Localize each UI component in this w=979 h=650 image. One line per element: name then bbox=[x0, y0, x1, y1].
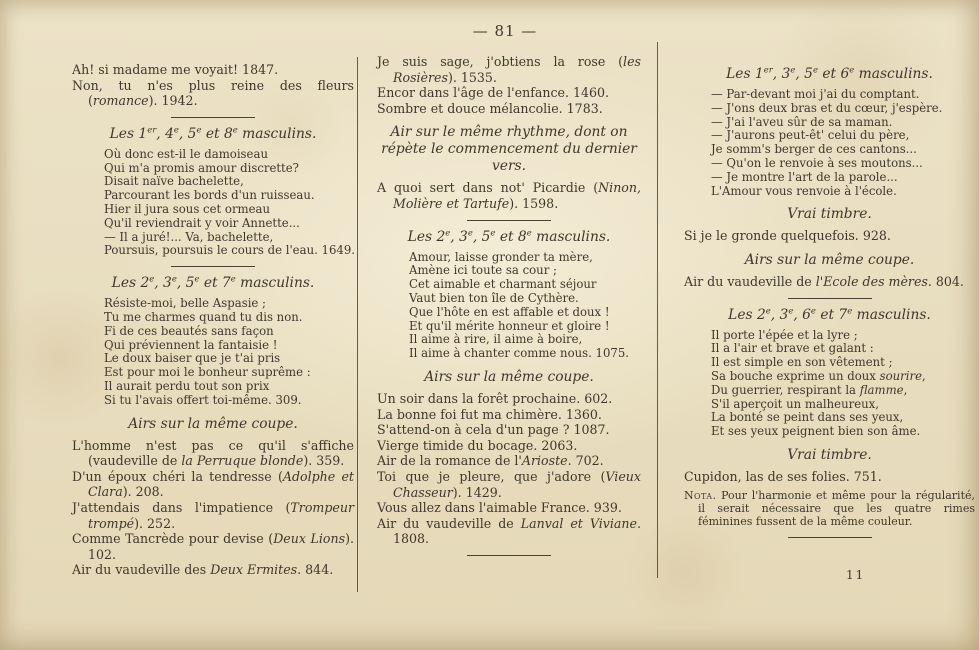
nota-note bbox=[684, 489, 975, 529]
catalog-entry bbox=[684, 274, 975, 290]
column-divider-left bbox=[357, 57, 358, 592]
verse-line bbox=[104, 217, 354, 231]
verse-block bbox=[684, 329, 975, 439]
text-segment: — J'ai l'aveu sûr de sa maman. bbox=[711, 114, 893, 129]
text-segment: — Par-devant moi j'ai du comptant. bbox=[711, 87, 920, 101]
text-segment: Les 1 bbox=[726, 66, 764, 82]
catalog-entry bbox=[72, 500, 354, 531]
text-segment: Les 2 bbox=[728, 306, 766, 323]
verse-line bbox=[409, 251, 641, 265]
verse-line bbox=[104, 380, 354, 394]
text-segment: Disait naïve bachelette, bbox=[104, 174, 244, 189]
text-segment: romance bbox=[92, 93, 149, 109]
catalog-entry bbox=[684, 469, 975, 485]
text-segment: , 4 bbox=[156, 125, 174, 142]
text-segment: Trompeur trompé bbox=[88, 499, 354, 531]
text-segment: Je suis sage, j'obtiens la rose ( bbox=[377, 54, 624, 69]
ordinal-superscript: e bbox=[173, 125, 179, 136]
text-segment: Ah! si madame me voyait! 1847. bbox=[72, 62, 279, 77]
text-segment: Tu me charmes quand tu dis non. bbox=[104, 309, 303, 324]
text-segment: , 3 bbox=[154, 275, 172, 292]
section-heading bbox=[72, 416, 354, 433]
text-segment: Amène ici toute sa cour ; bbox=[409, 263, 557, 278]
text-segment: Et ses yeux peignent bien son âme. bbox=[711, 424, 921, 439]
text-segment: Un soir dans la forêt prochaine. 602. bbox=[377, 390, 613, 406]
verse-line bbox=[409, 333, 641, 347]
text-segment: S'il aperçoit un malheureux, bbox=[711, 396, 879, 411]
verse-line bbox=[104, 162, 354, 176]
text-segment: Vous allez dans l'aimable France. 939. bbox=[377, 500, 622, 516]
section-heading bbox=[684, 252, 975, 269]
text-segment: Amour, laisse gronder ta mère, bbox=[409, 249, 593, 264]
verse-line bbox=[409, 320, 641, 334]
section-heading bbox=[72, 275, 354, 292]
text-segment: — Il a juré!... Va, bachelette, bbox=[104, 229, 274, 244]
text-segment: Airs sur la même coupe. bbox=[424, 368, 594, 385]
text-segment: Vaut bien ton île de Cythère. bbox=[409, 290, 579, 305]
text-segment: Du guerrier, respirant la bbox=[711, 382, 860, 397]
text-segment: Hier il jura sous cet ormeau bbox=[104, 201, 271, 216]
text-segment: Qu'il reviendrait y voir Annette... bbox=[104, 215, 300, 230]
text-segment: Est pour moi le bonheur suprême : bbox=[104, 365, 311, 380]
text-segment: , 5 bbox=[176, 275, 195, 292]
text-segment: Air du vaudeville de bbox=[377, 515, 521, 531]
verse-line bbox=[711, 384, 975, 398]
verse-line bbox=[409, 347, 641, 361]
verse-line bbox=[711, 398, 975, 412]
text-segment: et 6 bbox=[817, 66, 850, 82]
text-segment: — Qu'on le renvoie à ses moutons... bbox=[711, 155, 923, 170]
text-segment: et 7 bbox=[199, 275, 231, 292]
text-segment: ). 359. bbox=[303, 453, 345, 469]
column-divider-right bbox=[657, 42, 658, 578]
text-segment: Les 2 bbox=[111, 275, 150, 292]
section-divider-rule bbox=[467, 555, 551, 556]
verse-line bbox=[711, 171, 975, 185]
verse-line bbox=[711, 425, 975, 439]
text-segment: , 3 bbox=[450, 228, 468, 245]
text-segment: . 804. bbox=[927, 273, 964, 289]
catalog-entry bbox=[72, 78, 354, 109]
text-segment: . 702. bbox=[567, 453, 604, 469]
text-segment: masculins. bbox=[235, 275, 315, 292]
text-segment: ). 1535. bbox=[447, 69, 497, 85]
verse-line bbox=[409, 292, 641, 306]
text-segment: , 5 bbox=[472, 228, 491, 245]
ordinal-superscript: e bbox=[149, 274, 155, 285]
catalog-entry bbox=[377, 391, 641, 407]
verse-line bbox=[409, 278, 641, 292]
catalog-entry bbox=[72, 469, 354, 500]
catalog-entry bbox=[377, 54, 641, 85]
text-segment: Résiste-moi, belle Aspasie ; bbox=[104, 296, 266, 311]
text-segment: Les 1 bbox=[109, 125, 148, 142]
verse-line bbox=[711, 102, 975, 116]
verse-line bbox=[104, 339, 354, 353]
text-segment: Air du vaudeville de bbox=[684, 273, 816, 289]
catalog-entry bbox=[377, 453, 641, 469]
verse-line bbox=[104, 352, 354, 366]
text-segment: Je somm's berger de ces cantons... bbox=[711, 142, 917, 157]
catalog-entry bbox=[377, 85, 641, 101]
text-segment: l'Ecole des mères bbox=[815, 273, 928, 289]
verse-line bbox=[104, 311, 354, 325]
text-segment: , bbox=[903, 382, 908, 397]
verse-line bbox=[104, 297, 354, 311]
verse-line bbox=[711, 129, 975, 143]
text-segment: Si tu l'avais offert toi-même. 309. bbox=[104, 392, 302, 407]
text-segment: masculins. bbox=[854, 66, 933, 82]
verse-line bbox=[711, 411, 975, 425]
text-segment: Vierge timide du bocage. 2063. bbox=[377, 437, 578, 453]
verse-line bbox=[104, 366, 354, 380]
ordinal-superscript: e bbox=[526, 227, 532, 238]
ordinal-superscript: e bbox=[788, 305, 794, 316]
text-segment: les Rosières bbox=[393, 54, 641, 85]
catalog-entry bbox=[684, 228, 975, 244]
text-segment: Vieux Chasseur bbox=[393, 468, 641, 500]
text-segment: , 3 bbox=[770, 306, 789, 323]
text-segment: ). 1942. bbox=[148, 93, 198, 109]
text-segment: Deux Ermites bbox=[210, 562, 298, 578]
text-segment: ). 1429. bbox=[452, 484, 502, 500]
text-segment: L'Amour vous renvoie à l'école. bbox=[711, 183, 897, 198]
catalog-entry bbox=[377, 407, 641, 423]
catalog-entry bbox=[377, 516, 641, 547]
text-segment: ). 1598. bbox=[509, 195, 559, 211]
text-segment: Si je le gronde quelquefois. 928. bbox=[684, 228, 891, 244]
text-segment: et 7 bbox=[815, 306, 848, 323]
verse-line bbox=[104, 244, 354, 258]
verse-line bbox=[711, 370, 975, 384]
catalog-entry bbox=[72, 438, 354, 469]
ordinal-superscript: er bbox=[763, 65, 773, 76]
catalog-entry bbox=[72, 62, 354, 78]
ordinal-superscript: e bbox=[230, 274, 236, 285]
text-segment: Poursuis, poursuis le cours de l'eau. 1649. bbox=[104, 243, 355, 258]
text-segment: Les 2 bbox=[407, 228, 446, 245]
section-heading bbox=[684, 447, 975, 464]
text-segment: masculins. bbox=[531, 228, 611, 245]
text-segment: Nota. bbox=[684, 488, 717, 502]
text-segment: . 844. bbox=[297, 562, 334, 578]
section-divider-rule bbox=[171, 117, 255, 118]
text-segment: La bonne foi fut ma chimère. 1360. bbox=[377, 406, 602, 422]
verse-line bbox=[104, 189, 354, 203]
ordinal-superscript: e bbox=[765, 305, 771, 316]
section-heading bbox=[684, 66, 975, 83]
text-segment: Non, tu n'es plus reine des fleurs ( bbox=[72, 77, 354, 109]
text-segment: Sa bouche exprime un doux bbox=[711, 368, 880, 383]
ordinal-superscript: e bbox=[194, 274, 200, 285]
text-segment: Arioste bbox=[521, 453, 568, 469]
section-divider-rule bbox=[788, 537, 872, 538]
verse-line bbox=[711, 143, 975, 157]
text-segment: A quoi sert dans not' Picardie ( bbox=[377, 180, 599, 196]
verse-block bbox=[684, 88, 975, 198]
section-heading bbox=[684, 206, 975, 223]
text-segment: — Je montre l'art de la parole... bbox=[711, 169, 898, 184]
catalog-entry bbox=[377, 469, 641, 500]
section-heading bbox=[377, 369, 641, 386]
text-segment: Il a l'air et brave et galant : bbox=[711, 341, 874, 356]
text-segment: Toi que je pleure, que j'adore ( bbox=[377, 468, 606, 484]
text-segment: Encor dans l'âge de l'enfance. 1460. bbox=[377, 85, 610, 101]
text-segment: Il porte l'épée et la lyre ; bbox=[711, 327, 858, 342]
ordinal-superscript: e bbox=[847, 305, 853, 316]
ordinal-superscript: e bbox=[232, 125, 238, 136]
column-right bbox=[684, 58, 975, 546]
catalog-entry bbox=[377, 422, 641, 438]
text-segment: Lanval et Viviane bbox=[520, 515, 637, 531]
text-segment: . 1808. bbox=[393, 515, 641, 547]
verse-line bbox=[711, 185, 975, 199]
catalog-entry bbox=[377, 500, 641, 516]
verse-line bbox=[711, 342, 975, 356]
column-middle bbox=[377, 54, 641, 564]
text-segment: Qui préviennent la fantaisie ! bbox=[104, 337, 278, 352]
text-segment: flamme bbox=[859, 382, 904, 397]
verse-line bbox=[409, 264, 641, 278]
text-segment: Vrai timbre. bbox=[787, 446, 872, 463]
text-segment: ). 208. bbox=[122, 484, 164, 500]
text-segment: Il aime à rire, il aime à boire, bbox=[409, 332, 583, 347]
text-segment: Airs sur la même coupe. bbox=[744, 251, 915, 268]
text-segment: Airs sur la même coupe. bbox=[128, 415, 298, 432]
verse-line bbox=[409, 306, 641, 320]
section-heading bbox=[377, 229, 641, 246]
verse-line bbox=[711, 356, 975, 370]
ordinal-superscript: e bbox=[849, 65, 855, 76]
text-segment: , bbox=[921, 368, 926, 383]
text-segment: Et qu'il mérite honneur et gloire ! bbox=[409, 318, 610, 333]
text-segment: Sombre et douce mélancolie. 1783. bbox=[377, 100, 603, 116]
section-divider-rule bbox=[171, 266, 255, 267]
text-segment: D'un époux chéri la tendresse ( bbox=[72, 468, 283, 484]
text-segment: ). 102. bbox=[88, 531, 354, 562]
text-segment: Cupidon, las de ses folies. 751. bbox=[684, 468, 882, 484]
catalog-entry bbox=[72, 531, 354, 562]
section-divider-rule bbox=[788, 298, 872, 299]
catalog-entry bbox=[377, 180, 641, 211]
text-segment: sourire bbox=[879, 368, 922, 383]
text-segment: Fi de ces beautés sans façon bbox=[104, 323, 274, 338]
verse-block bbox=[72, 297, 354, 407]
text-segment: , 5 bbox=[178, 125, 197, 142]
section-heading bbox=[72, 126, 354, 143]
text-segment: Que l'hôte en est affable et doux ! bbox=[409, 304, 610, 319]
verse-line bbox=[711, 88, 975, 102]
signature-mark: 11 bbox=[846, 568, 866, 582]
ordinal-superscript: e bbox=[196, 125, 202, 136]
text-segment: masculins. bbox=[852, 306, 931, 323]
verse-block bbox=[72, 148, 354, 258]
verse-line bbox=[104, 231, 354, 245]
text-segment: la Perruque blonde bbox=[181, 453, 304, 469]
text-segment: Il aurait perdu tout son prix bbox=[104, 378, 270, 393]
text-segment: Adolphe et Clara bbox=[88, 468, 354, 500]
text-segment: et 8 bbox=[495, 228, 527, 245]
catalog-entry bbox=[377, 101, 641, 117]
text-segment: , 6 bbox=[793, 306, 811, 323]
text-segment: Deux Lions bbox=[273, 531, 346, 547]
ordinal-superscript: e bbox=[467, 227, 473, 238]
verse-line bbox=[104, 394, 354, 408]
text-segment: masculins. bbox=[237, 125, 317, 142]
text-segment: ). 252. bbox=[134, 515, 176, 531]
text-segment: Vrai timbre. bbox=[787, 206, 872, 223]
verse-line bbox=[711, 157, 975, 171]
text-segment: , 3 bbox=[772, 66, 791, 82]
ordinal-superscript: e bbox=[812, 65, 818, 76]
ordinal-superscript: e bbox=[171, 274, 177, 285]
section-heading bbox=[684, 307, 975, 324]
text-segment: Comme Tancrède pour devise ( bbox=[72, 531, 274, 547]
text-segment: S'attend-on à cela d'un page ? 1087. bbox=[377, 422, 610, 438]
text-segment: L'homme n'est pas ce qu'il s'affiche (vaudeville de bbox=[72, 437, 354, 469]
text-segment: — J'ons deux bras et du cœur, j'espère. bbox=[711, 100, 943, 115]
text-segment: J'attendais dans l'impatience ( bbox=[72, 499, 291, 515]
verse-block bbox=[377, 251, 641, 361]
catalog-entry bbox=[377, 438, 641, 454]
verse-line bbox=[711, 329, 975, 343]
text-segment: Il est simple en son vêtement ; bbox=[711, 355, 893, 370]
catalog-entry bbox=[72, 562, 354, 578]
verse-line bbox=[104, 148, 354, 162]
ordinal-superscript: e bbox=[490, 227, 496, 238]
text-segment: Air sur le même rhythme, dont on répète le commencement du dernier vers. bbox=[381, 124, 637, 175]
ordinal-superscript: e bbox=[810, 305, 816, 316]
ordinal-superscript: e bbox=[445, 227, 451, 238]
ordinal-superscript: e bbox=[790, 65, 796, 76]
page-number-header: — 81 — bbox=[472, 22, 538, 40]
text-segment: Il aime à chanter comme nous. 1075. bbox=[409, 346, 630, 361]
section-heading bbox=[377, 124, 641, 175]
verse-line bbox=[104, 203, 354, 217]
verse-line bbox=[104, 325, 354, 339]
text-segment: Air de la romance de l' bbox=[377, 453, 522, 469]
text-segment: Pour l'harmonie et même pour la régularité, il serait nécessaire que les quatre rimes féminines fussent de la même couleur. bbox=[698, 488, 975, 529]
text-segment: La bonté se peint dans ses yeux, bbox=[711, 410, 904, 425]
text-segment: — J'aurons peut-êt' celui du père, bbox=[711, 128, 910, 143]
verse-line bbox=[104, 175, 354, 189]
text-segment: , 5 bbox=[795, 66, 813, 82]
text-segment: et 8 bbox=[201, 125, 233, 142]
text-segment: Qui m'a promis amour discrette? bbox=[104, 160, 299, 175]
ordinal-superscript: er bbox=[147, 125, 157, 136]
text-segment: Le doux baiser que je t'ai pris bbox=[104, 351, 281, 366]
verse-line bbox=[711, 116, 975, 130]
text-segment: Où donc est-il le damoiseau bbox=[104, 146, 268, 161]
section-divider-rule bbox=[467, 220, 551, 221]
column-left bbox=[72, 62, 354, 578]
text-segment: Air du vaudeville des bbox=[72, 562, 211, 578]
text-segment: Cet aimable et charmant séjour bbox=[409, 277, 597, 292]
text-segment: Ninon, Molière et Tartufe bbox=[393, 180, 641, 211]
text-segment: Parcourant les bords d'un ruisseau. bbox=[104, 188, 315, 203]
